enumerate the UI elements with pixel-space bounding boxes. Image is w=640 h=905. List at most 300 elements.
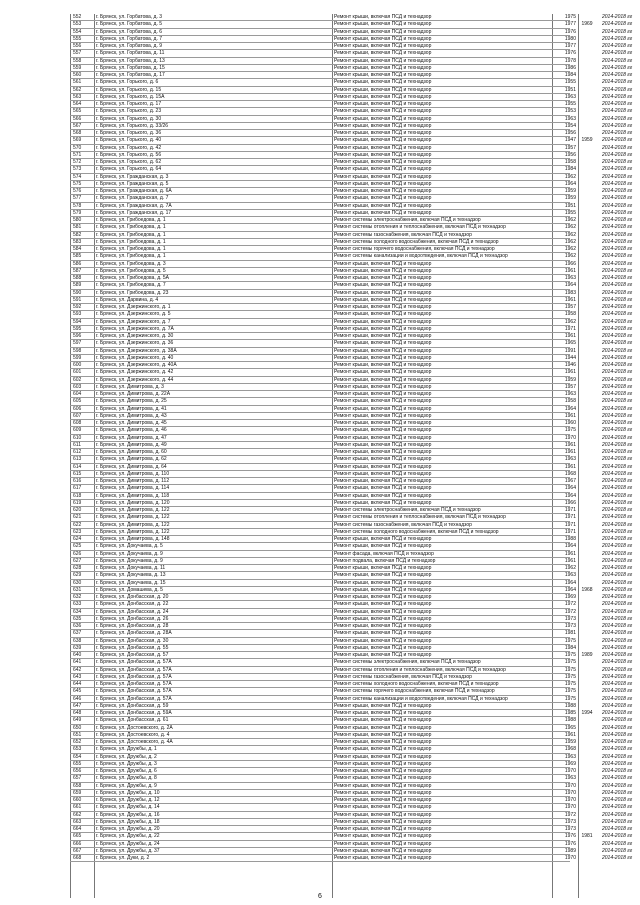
period-cell: 2014-2018 гг <box>602 28 633 35</box>
table-row <box>70 579 633 587</box>
table-row <box>70 826 633 833</box>
row-number: 563 <box>73 93 82 100</box>
row-number: 590 <box>73 289 82 296</box>
address-cell: г. Брянск, ул. Горького, д. 64 <box>96 166 162 173</box>
address-cell: г. Брянск, ул. Димитрова, д. 114 <box>96 485 170 492</box>
year-cell: 1988 <box>564 702 576 709</box>
table-row <box>70 362 633 369</box>
year-cell: 1975 <box>564 666 576 673</box>
secondary-year-cell: 1994 <box>581 710 593 716</box>
work-type-cell: Ремонт крыши, включая ПСД и технадзор <box>334 586 432 593</box>
period-cell: 2014-2018 гг <box>602 724 633 731</box>
year-cell: 1961 <box>564 412 576 419</box>
table-row <box>70 427 633 434</box>
address-cell: г. Брянск, ул. Горбатова, д. 7 <box>96 35 163 42</box>
year-cell: 1966 <box>564 260 576 267</box>
year-cell: 1988 <box>564 717 576 724</box>
row-number: 619 <box>73 499 82 506</box>
work-type-cell: Ремонт крыши, включая ПСД и технадзор <box>334 14 432 20</box>
table-row <box>70 666 633 674</box>
work-type-cell: Ремонт крыши, включая ПСД и технадзор <box>334 826 432 832</box>
year-cell: 1954 <box>564 122 576 129</box>
table-row <box>70 151 633 159</box>
period-cell: 2014-2018 гг <box>602 318 633 325</box>
table-row <box>70 86 633 94</box>
year-cell: 1962 <box>564 253 576 260</box>
table-row <box>70 122 633 130</box>
year-cell: 1944 <box>564 354 576 361</box>
work-type-cell: Ремонт крыши, включая ПСД и технадзор <box>334 275 432 281</box>
period-cell: 2014-2018 гг <box>602 550 633 557</box>
work-type-cell: Ремонт крыши, включая ПСД и технадзор <box>334 108 432 115</box>
year-cell: 1984 <box>564 166 576 173</box>
address-cell: г. Брянск, ул. Дружбы, д. 3 <box>96 760 157 767</box>
table-row <box>70 463 633 471</box>
period-cell: 2014-2018 гг <box>602 21 633 28</box>
address-cell: г. Брянск, ул. Докучаева, д. 5 <box>96 543 163 550</box>
year-cell: 1959 <box>564 739 576 745</box>
row-number: 635 <box>73 615 82 622</box>
row-number: 628 <box>73 565 82 571</box>
work-type-cell: Ремонт крыши, включая ПСД и технадзор <box>334 630 432 637</box>
table-row <box>70 282 633 289</box>
address-cell: г. Брянск, ул. Дружбы, д. 9 <box>96 782 157 789</box>
row-number: 629 <box>73 572 82 579</box>
period-cell: 2014-2018 гг <box>602 282 633 289</box>
work-type-cell: Ремонт крыши, включая ПСД и технадзор <box>334 463 432 470</box>
row-number: 639 <box>73 644 82 651</box>
work-type-cell: Ремонт крыши, включая ПСД и технадзор <box>334 775 432 782</box>
period-cell: 2014-2018 гг <box>602 427 633 434</box>
work-type-cell: Ремонт крыши, включая ПСД и технадзор <box>334 615 432 622</box>
year-cell: 1962 <box>564 217 576 223</box>
year-cell: 1975 <box>564 695 576 702</box>
address-cell: г. Брянск, ул. Грибоедова, д. 7 <box>96 282 166 289</box>
period-cell: 2014-2018 гг <box>602 354 633 361</box>
row-number: 570 <box>73 144 82 151</box>
work-type-cell: Ремонт крыши, включая ПСД и технадзор <box>334 420 432 426</box>
address-cell: г. Брянск, ул. Димитрова, д. 46 <box>96 427 167 434</box>
row-number: 649 <box>73 717 82 724</box>
address-cell: г. Брянск, ул. Димитрова, д. 122 <box>96 507 170 513</box>
year-cell: 1962 <box>564 231 576 238</box>
row-number: 645 <box>73 688 82 695</box>
address-cell: г. Брянск, ул. Дзержинского, д. 7 <box>96 318 171 325</box>
period-cell: 2014-2018 гг <box>602 666 633 673</box>
work-type-cell: Ремонт крыши, включая ПСД и технадзор <box>334 64 432 71</box>
row-number: 651 <box>73 731 82 738</box>
table-row <box>70 318 633 326</box>
period-cell: 2014-2018 гг <box>602 797 633 803</box>
year-cell: 1975 <box>564 14 576 20</box>
table-divider-note <box>578 14 579 898</box>
period-cell: 2014-2018 гг <box>602 267 633 274</box>
row-number: 556 <box>73 43 82 49</box>
table-row <box>70 333 633 340</box>
address-cell: г. Брянск, ул. Донбасская, д. 28А <box>96 630 172 637</box>
period-cell: 2014-2018 гг <box>602 180 633 187</box>
table-row <box>70 789 633 797</box>
table-row <box>70 115 633 123</box>
address-cell: г. Брянск, ул. Горького, д. 40 <box>96 137 162 144</box>
period-cell: 2014-2018 гг <box>602 565 633 571</box>
address-cell: г. Брянск, ул. Донбасская, д. 57А <box>96 659 172 666</box>
table-row <box>70 405 633 413</box>
work-type-cell: Ремонт крыши, включая ПСД и технадзор <box>334 470 432 477</box>
row-number: 581 <box>73 224 82 231</box>
table-row <box>70 739 633 746</box>
table-row <box>70 130 633 137</box>
work-type-cell: Ремонт крыши, включая ПСД и технадзор <box>334 86 432 93</box>
period-cell: 2014-2018 гг <box>602 122 633 129</box>
secondary-year-cell: 1969 <box>581 21 593 28</box>
address-cell: г. Брянск, ул. Донбасская, д. 57А <box>96 688 172 695</box>
row-number: 641 <box>73 659 82 666</box>
table-row <box>70 717 633 724</box>
work-type-cell: Ремонт системы газоснабжения, включая ПСД и технадзор <box>334 521 472 528</box>
year-cell: 1970 <box>564 855 576 861</box>
period-cell: 2014-2018 гг <box>602 753 633 760</box>
row-number: 667 <box>73 847 82 854</box>
address-cell: г. Брянск, ул. Горбатова, д. 15 <box>96 64 165 71</box>
year-cell: 1965 <box>564 340 576 347</box>
year-cell: 1955 <box>564 101 576 107</box>
address-cell: г. Брянск, ул. Димитрова, д. 122 <box>96 521 170 528</box>
row-number: 574 <box>73 173 82 180</box>
year-cell: 1964 <box>564 405 576 412</box>
work-type-cell: Ремонт крыши, включая ПСД и технадзор <box>334 768 432 774</box>
period-cell: 2014-2018 гг <box>602 449 633 455</box>
row-number: 597 <box>73 340 82 347</box>
table-row <box>70 470 633 478</box>
table-row <box>70 253 633 260</box>
address-cell: г. Брянск, ул. Донбасская, д. 59 <box>96 702 169 709</box>
row-number: 668 <box>73 855 82 861</box>
table-row <box>70 35 633 43</box>
work-type-cell: Ремонт крыши, включая ПСД и технадзор <box>334 543 432 550</box>
table-row <box>70 637 633 645</box>
table-row <box>70 173 633 181</box>
row-number: 664 <box>73 826 82 832</box>
work-type-cell: Ремонт крыши, включая ПСД и технадзор <box>334 202 432 209</box>
year-cell: 1975 <box>564 659 576 666</box>
work-type-cell: Ремонт крыши, включая ПСД и технадзор <box>334 739 432 745</box>
table-row <box>70 289 633 297</box>
address-cell: г. Брянск, ул. Донбасская, д. 57А <box>96 673 172 680</box>
year-cell: 1961 <box>564 333 576 339</box>
address-cell: г. Брянск, ул. Домашева, д. 5 <box>96 586 163 593</box>
work-type-cell: Ремонт крыши, включая ПСД и технадзор <box>334 731 432 738</box>
period-cell: 2014-2018 гг <box>602 159 633 165</box>
table-row <box>70 275 633 282</box>
period-cell: 2014-2018 гг <box>602 594 633 600</box>
row-number: 663 <box>73 818 82 825</box>
work-type-cell: Ремонт крыши, включая ПСД и технадзор <box>334 296 432 303</box>
table-row <box>70 217 633 224</box>
period-cell: 2014-2018 гг <box>602 768 633 774</box>
period-cell: 2014-2018 гг <box>602 739 633 745</box>
year-cell: 1962 <box>564 318 576 325</box>
period-cell: 2014-2018 гг <box>602 253 633 260</box>
year-cell: 1963 <box>564 775 576 782</box>
work-type-cell: Ремонт крыши, включая ПСД и технадзор <box>334 492 432 499</box>
address-cell: г. Брянск, ул. Дзержинского, д. 42 <box>96 369 174 376</box>
work-type-cell: Ремонт системы холодного водоснабжения, включая ПСД и технадзор <box>334 238 499 245</box>
work-type-cell: Ремонт системы газоснабжения, включая ПСД и технадзор <box>334 231 472 238</box>
year-cell: 1962 <box>564 565 576 571</box>
address-cell: г. Брянск, ул. Грибоедова, д. 5 <box>96 267 166 274</box>
table-row <box>70 601 633 608</box>
year-cell: 1967 <box>564 478 576 484</box>
table-row <box>70 224 633 231</box>
year-cell: 1963 <box>564 456 576 463</box>
address-cell: г. Брянск, ул. Дзержинского, д. 36 <box>96 340 174 347</box>
work-type-cell: Ремонт крыши, включая ПСД и технадзор <box>334 383 432 390</box>
work-type-cell: Ремонт крыши, включая ПСД и технадзор <box>334 376 432 383</box>
address-cell: г. Брянск, ул. Дзержинского, д. 40 <box>96 354 174 361</box>
work-type-cell: Ремонт крыши, включая ПСД и технадзор <box>334 579 432 586</box>
work-type-cell: Ремонт крыши, включая ПСД и технадзор <box>334 35 432 42</box>
table-row <box>70 166 633 173</box>
row-number: 607 <box>73 412 82 419</box>
table-row <box>70 731 633 739</box>
row-number: 610 <box>73 434 82 441</box>
period-cell: 2014-2018 гг <box>602 659 633 666</box>
row-number: 626 <box>73 550 82 557</box>
secondary-year-cell: 1989 <box>581 652 593 658</box>
year-cell: 1962 <box>564 246 576 252</box>
address-cell: г. Брянск, ул. Достоевского, д. 4А <box>96 739 173 745</box>
period-cell: 2014-2018 гг <box>602 434 633 441</box>
row-number: 640 <box>73 652 82 658</box>
period-cell: 2014-2018 гг <box>602 760 633 767</box>
period-cell: 2014-2018 гг <box>602 630 633 637</box>
period-cell: 2014-2018 гг <box>602 528 633 535</box>
work-type-cell: Ремонт крыши, включая ПСД и технадзор <box>334 572 432 579</box>
address-cell: г. Брянск, ул. Дружбы, д. 10 <box>96 789 160 796</box>
table-row <box>70 608 633 616</box>
row-number: 557 <box>73 50 82 57</box>
work-type-cell: Ремонт крыши, включая ПСД и технадзор <box>334 333 432 339</box>
table-row <box>70 753 633 761</box>
address-cell: г. Брянск, ул. Гражданская, д. 3 <box>96 173 169 180</box>
work-type-cell: Ремонт системы горячего водоснабжения, включая ПСД и технадзор <box>334 246 495 252</box>
year-cell: 1961 <box>564 550 576 557</box>
period-cell: 2014-2018 гг <box>602 615 633 622</box>
address-cell: г. Брянск, ул. Донбасская, д. 57 <box>96 652 169 658</box>
address-cell: г. Брянск, ул. Дружбы, д. 8 <box>96 775 157 782</box>
year-cell: 1973 <box>564 615 576 622</box>
row-number: 648 <box>73 710 82 716</box>
period-cell: 2014-2018 гг <box>602 325 633 332</box>
year-cell: 1988 <box>564 536 576 542</box>
table-row <box>70 43 633 50</box>
table-row <box>70 209 633 217</box>
year-cell: 1956 <box>564 151 576 158</box>
table-row <box>70 202 633 210</box>
table-row <box>70 449 633 456</box>
row-number: 661 <box>73 804 82 811</box>
year-cell: 1976 <box>564 28 576 35</box>
row-number: 666 <box>73 840 82 847</box>
year-cell: 1963 <box>564 275 576 281</box>
period-cell: 2014-2018 гг <box>602 304 633 310</box>
year-cell: 1975 <box>564 427 576 434</box>
year-cell: 1989 <box>564 847 576 854</box>
table-row <box>70 72 633 79</box>
work-type-cell: Ремонт крыши, включая ПСД и технадзор <box>334 195 432 202</box>
period-cell: 2014-2018 гг <box>602 652 633 658</box>
table-row <box>70 565 633 572</box>
period-cell: 2014-2018 гг <box>602 144 633 151</box>
row-number: 658 <box>73 782 82 789</box>
period-cell: 2014-2018 гг <box>602 470 633 477</box>
work-type-cell: Ремонт крыши, включая ПСД и технадзор <box>334 391 432 397</box>
year-cell: 1962 <box>564 173 576 180</box>
row-number: 579 <box>73 209 82 216</box>
address-cell: г. Брянск, ул. Докучаева, д. 9 <box>96 557 163 564</box>
period-cell: 2014-2018 гг <box>602 833 633 840</box>
year-cell: 1969 <box>564 594 576 600</box>
work-type-cell: Ремонт подвала, включая ПСД и технадзор <box>334 557 436 564</box>
year-cell: 1947 <box>564 137 576 144</box>
period-cell: 2014-2018 гг <box>602 173 633 180</box>
period-cell: 2014-2018 гг <box>602 637 633 644</box>
row-number: 602 <box>73 376 82 383</box>
year-cell: 1991 <box>564 347 576 354</box>
table-row <box>70 441 633 449</box>
address-cell: г. Брянск, ул. Горбатова, д. 9 <box>96 43 163 49</box>
row-number: 632 <box>73 594 82 600</box>
table-row <box>70 246 633 253</box>
year-cell: 1971 <box>564 528 576 535</box>
period-cell: 2014-2018 гг <box>602 441 633 448</box>
year-cell: 1962 <box>564 224 576 231</box>
secondary-year-cell: 1981 <box>581 833 593 840</box>
table-row <box>70 594 633 601</box>
year-cell: 1984 <box>564 644 576 651</box>
row-number: 646 <box>73 695 82 702</box>
year-cell: 1975 <box>564 688 576 695</box>
address-cell: г. Брянск, ул. Дружбы, д. 20 <box>96 826 160 832</box>
row-number: 637 <box>73 630 82 637</box>
row-number: 598 <box>73 347 82 354</box>
period-cell: 2014-2018 гг <box>602 543 633 550</box>
year-cell: 1960 <box>564 420 576 426</box>
table-row <box>70 485 633 492</box>
year-cell: 1964 <box>564 492 576 499</box>
period-cell: 2014-2018 гг <box>602 383 633 390</box>
secondary-year-cell: 1959 <box>581 137 593 144</box>
work-type-cell: Ремонт крыши, включая ПСД и технадзор <box>334 159 432 165</box>
work-type-cell: Ремонт крыши, включая ПСД и технадзор <box>334 746 432 753</box>
address-cell: г. Брянск, ул. Дружбы, д. 6 <box>96 768 157 774</box>
work-type-cell: Ремонт крыши, включая ПСД и технадзор <box>334 130 432 136</box>
address-cell: г. Брянск, ул. Грибоедова, д. 1 <box>96 238 166 245</box>
row-number: 587 <box>73 267 82 274</box>
address-cell: г. Брянск, ул. Димитрова, д. 148 <box>96 536 170 542</box>
row-number: 625 <box>73 543 82 550</box>
address-cell: г. Брянск, ул. Димитрова, д. 41 <box>96 405 167 412</box>
row-number: 572 <box>73 159 82 165</box>
table-row <box>70 528 633 536</box>
work-type-cell: Ремонт системы холодного водоснабжения, включая ПСД и технадзор <box>334 528 499 535</box>
address-cell: г. Брянск, ул. Горького, д. 15 <box>96 86 162 93</box>
table-row <box>70 50 633 57</box>
address-cell: г. Брянск, ул. Димитрова, д. 49 <box>96 441 167 448</box>
row-number: 596 <box>73 333 82 339</box>
year-cell: 1977 <box>564 21 576 28</box>
address-cell: г. Брянск, ул. Докучаева, д. 15 <box>96 579 166 586</box>
table-row <box>70 325 633 333</box>
table-row <box>70 630 633 637</box>
table-row <box>70 543 633 550</box>
year-cell: 1978 <box>564 57 576 64</box>
table-row <box>70 478 633 485</box>
table-row <box>70 14 633 21</box>
row-number: 591 <box>73 296 82 303</box>
address-cell: г. Брянск, ул. Димитрова, д. 25 <box>96 398 167 405</box>
address-cell: г. Брянск, ул. Димитрова, д. 120 <box>96 499 170 506</box>
row-number: 644 <box>73 681 82 687</box>
address-cell: г. Брянск, ул. Димитрова, д. 118 <box>96 492 170 499</box>
table-row <box>70 514 633 521</box>
year-cell: 1964 <box>564 485 576 492</box>
table-row <box>70 768 633 775</box>
table-row <box>70 623 633 630</box>
work-type-cell: Ремонт крыши, включая ПСД и технадзор <box>334 804 432 811</box>
table-row <box>70 101 633 108</box>
work-type-cell: Ремонт системы электроснабжения, включая ПСД и технадзор <box>334 217 481 223</box>
year-cell: 1968 <box>564 470 576 477</box>
year-cell: 1961 <box>564 557 576 564</box>
table-row <box>70 195 633 202</box>
address-cell: г. Брянск, ул. Достоевского, д. 2А <box>96 724 173 731</box>
table-row <box>70 710 633 717</box>
table-row <box>70 28 633 36</box>
year-cell: 1976 <box>564 840 576 847</box>
address-cell: г. Брянск, ул. Дзержинского, д. 7А <box>96 325 174 332</box>
address-cell: г. Брянск, ул. Горького, д. 23 <box>96 108 162 115</box>
year-cell: 1972 <box>564 601 576 608</box>
row-number: 559 <box>73 64 82 71</box>
work-type-cell: Ремонт крыши, включая ПСД и технадзор <box>334 209 432 216</box>
address-cell: г. Брянск, ул. Димитрова, д. 22А <box>96 391 171 397</box>
period-cell: 2014-2018 гг <box>602 586 633 593</box>
table-row <box>70 644 633 652</box>
year-cell: 1957 <box>564 144 576 151</box>
table-row <box>70 376 633 384</box>
work-type-cell: Ремонт крыши, включая ПСД и технадзор <box>334 485 432 492</box>
row-number: 653 <box>73 746 82 753</box>
address-cell: г. Брянск, ул. Димитрова, д. 45 <box>96 420 167 426</box>
year-cell: 1969 <box>564 760 576 767</box>
work-type-cell: Ремонт крыши, включая ПСД и технадзор <box>334 405 432 412</box>
row-number: 627 <box>73 557 82 564</box>
address-cell: г. Брянск, ул. Гражданская, д. 7А <box>96 202 172 209</box>
year-cell: 1971 <box>564 507 576 513</box>
row-number: 578 <box>73 202 82 209</box>
period-cell: 2014-2018 гг <box>602 623 633 629</box>
address-cell: г. Брянск, ул. Донбасская, д. 57А <box>96 695 172 702</box>
work-type-cell: Ремонт системы отопления и теплоснабжения, включая ПСД и технадзор <box>334 224 506 231</box>
year-cell: 1963 <box>564 391 576 397</box>
period-cell: 2014-2018 гг <box>602 840 633 847</box>
address-cell: г. Брянск, ул. Докучаева, д. 9 <box>96 550 163 557</box>
work-type-cell: Ремонт крыши, включая ПСД и технадзор <box>334 325 432 332</box>
period-cell: 2014-2018 гг <box>602 775 633 782</box>
year-cell: 1971 <box>564 325 576 332</box>
